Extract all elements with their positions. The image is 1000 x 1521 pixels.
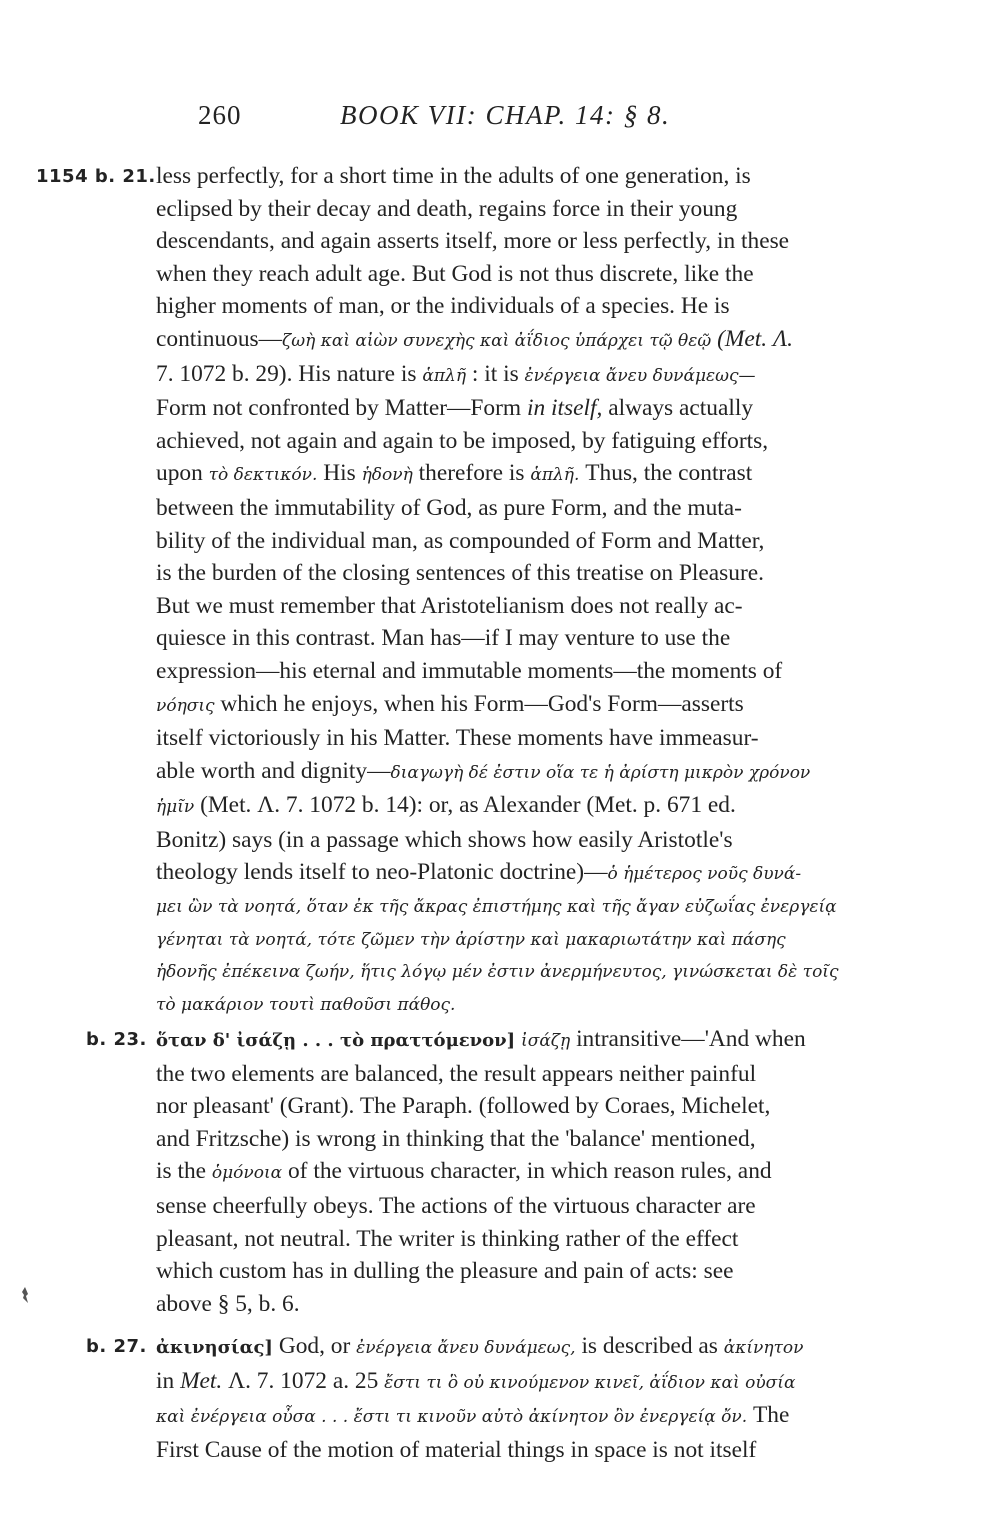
- text-line: nor pleasant' (Grant). The Paraph. (followed by Coraes, Michelet,: [156, 1093, 771, 1120]
- greek-line: τὸ μακάριον τουτὶ παθοῦσι πάθος.: [156, 994, 456, 1015]
- text-line: [156, 358, 912, 393]
- text-segment: : it is: [471, 360, 519, 387]
- text-line: above § 5, b. 6.: [156, 1290, 300, 1317]
- text-line: achieved, not again and again to be imposed, by fatiguing efforts,: [156, 427, 769, 454]
- text-line: descendants, and again asserts itself, more or less perfectly, in these: [156, 228, 790, 255]
- text-segment: The: [752, 1402, 790, 1429]
- text-segment: theology lends itself to neo-Platonic doctrine)—: [156, 859, 608, 886]
- greek-quotation: ἐνέργεια ἄνευ δυνάμεως—: [524, 365, 756, 386]
- text-line: [156, 1023, 912, 1058]
- greek-quotation: καὶ ἐνέργεια οὖσα . . . ἔστι τι κινοῦν αὐτὸ ἀκίνητον ὂν ἐνεργείᾳ ὄν.: [156, 1407, 748, 1428]
- entry-text: [156, 160, 912, 1021]
- greek-word: ἁπλῆ.: [530, 465, 580, 486]
- text-line: [156, 856, 912, 891]
- citation: Met.: [180, 1367, 223, 1394]
- text-line: bility of the individual man, as compounded of Form and Matter,: [156, 527, 765, 554]
- margin-ink-mark: [20, 1286, 30, 1304]
- greek-line: ἡδονῆς ἐπέκεινα ζωήν, ἥτις λόγῳ μέν ἐστιν ἀνερμήνευτος, γινώσκεται δὲ τοῖς: [156, 962, 839, 983]
- text-segment: therefore is: [418, 460, 525, 487]
- text-line: [156, 457, 912, 492]
- text-line: eclipsed by their decay and death, regains force in their young: [156, 195, 738, 222]
- text-segment: is described as: [581, 1333, 718, 1359]
- entry-text: [156, 1023, 912, 1320]
- text-line: higher moments of man, or the individuals of a species. He is: [156, 293, 730, 320]
- text-line: [156, 1399, 912, 1434]
- text-line: itself victoriously in his Matter. These moments have immeasur-: [156, 725, 759, 752]
- running-head: [0, 100, 1000, 140]
- line-reference: 1154 b. 21.: [36, 166, 156, 187]
- text-line: [156, 755, 912, 790]
- text-segment: able worth and dignity—: [156, 757, 391, 784]
- greek-word: ἀκίνητον: [723, 1338, 804, 1358]
- text-line: between the immutability of God, as pure Form, and the muta-: [156, 494, 742, 521]
- text-segment: always actually: [608, 395, 754, 422]
- text-line: First Cause of the motion of material things in space is not itself: [156, 1436, 757, 1463]
- entry-text: [156, 1330, 912, 1466]
- text-line: [156, 392, 912, 425]
- text-line: [156, 1330, 912, 1365]
- text-line: Bonitz) says (in a passage which shows how easily Aristotle's: [156, 826, 733, 853]
- greek-word: ἡμῖν: [156, 797, 195, 818]
- text-segment: (Met. Λ. 7. 1072 b. 14): or, as Alexander (Met. p. 671 ed.: [200, 792, 736, 819]
- text-segment: God, or: [278, 1333, 351, 1359]
- text-line: pleasant, not neutral. The writer is thinking rather of the effect: [156, 1225, 739, 1252]
- text-line: [156, 1365, 912, 1400]
- greek-line: γένηται τὰ νοητά, τότε ζῶμεν τὴν ἀρίστην καὶ μακαριωτάτην καὶ πάσης: [156, 929, 786, 950]
- text-segment: in: [156, 1367, 175, 1394]
- text-line: But we must remember that Aristotelianism does not really ac-: [156, 592, 743, 619]
- greek-word: ἰσάζῃ: [521, 1031, 571, 1051]
- text-line: is the burden of the closing sentences of this treatise on Pleasure.: [156, 560, 764, 587]
- text-line: quiesce in this contrast. Man has—if I may venture to use the: [156, 625, 731, 652]
- text-segment: continuous—: [156, 325, 283, 352]
- text-line: less perfectly, for a short time in the adults of one generation, is: [156, 163, 751, 189]
- text-segment: upon: [156, 460, 203, 487]
- text-segment: of the virtuous character, in which reason rules, and: [287, 1158, 772, 1185]
- greek-word: ἡδονὴ: [361, 465, 413, 486]
- text-line: [156, 789, 912, 824]
- lemma: ὅταν δ' ἰσάζῃ . . . τὸ πραττόμενον]: [156, 1030, 516, 1051]
- greek-quotation: ἔστι τι ὃ οὐ κινούμενον κινεῖ, ἀΐδιον καὶ οὐσία: [384, 1372, 796, 1393]
- greek-quotation: ἐνέργεια ἄνευ δυνάμεως,: [356, 1338, 576, 1358]
- greek-quotation: ὁ ἡμέτερος νοῦς δυνά-: [607, 864, 802, 885]
- text-segment: His: [323, 460, 356, 487]
- text-line: [156, 323, 912, 358]
- text-line: expression—his eternal and immutable moments—the moments of: [156, 657, 783, 684]
- text-line: and Fritzsche) is wrong in thinking that the 'balance' mentioned,: [156, 1125, 756, 1152]
- page-number: 260: [198, 100, 242, 130]
- greek-word: ἁπλῆ: [422, 365, 467, 386]
- text-line: sense cheerfully obeys. The actions of the virtuous character are: [156, 1192, 756, 1219]
- chapter-heading: BOOK VII: CHAP. 14: § 8.: [340, 100, 671, 130]
- greek-word: ὁμόνοια: [211, 1163, 283, 1184]
- text-line: when they reach adult age. But God is not thus discrete, like the: [156, 260, 754, 287]
- text-segment: Λ. 7. 1072 a. 25: [228, 1367, 379, 1394]
- greek-quotation: διαγωγὴ δέ ἐστιν οἵα τε ἡ ἀρίστη μικρὸν χρόνον: [390, 762, 811, 783]
- line-reference: b. 27.: [86, 1336, 147, 1357]
- text-segment: Form not confronted by Matter—Form: [156, 395, 522, 422]
- text-line: the two elements are balanced, the result appears neither painful: [156, 1060, 757, 1087]
- text-segment: Thus, the contrast: [585, 460, 753, 487]
- greek-word: νόησις: [156, 695, 215, 716]
- greek-line: μει ὢν τὰ νοητά, ὅταν ἐκ τῆς ἄκρας ἐπιστήμης καὶ τῆς ἄγαν εὐζωΐας ἐνεργείᾳ: [156, 897, 837, 918]
- lemma: ἀκινησίας]: [156, 1337, 273, 1358]
- greek-quotation: ζωὴ καὶ αἰὼν συνεχὴς καὶ ἀΐδιος ὑπάρχει τῷ θεῷ: [282, 330, 712, 351]
- greek-word: τὸ δεκτικόν.: [208, 465, 318, 486]
- text-line: [156, 1155, 912, 1190]
- text-segment: which he enjoys, when his Form—God's Form—asserts: [220, 690, 744, 717]
- text-line: which custom has in dulling the pleasure and pain of acts: see: [156, 1258, 734, 1285]
- text-line: [156, 688, 912, 723]
- citation: (Met. Λ.: [717, 325, 793, 352]
- text-segment: is the: [156, 1158, 207, 1185]
- text-segment: intransitive—'And when: [576, 1026, 806, 1052]
- text-segment: 7. 1072 b. 29). His nature is: [156, 360, 417, 387]
- emphasis: in itself,: [526, 395, 603, 422]
- line-reference: b. 23.: [86, 1029, 147, 1050]
